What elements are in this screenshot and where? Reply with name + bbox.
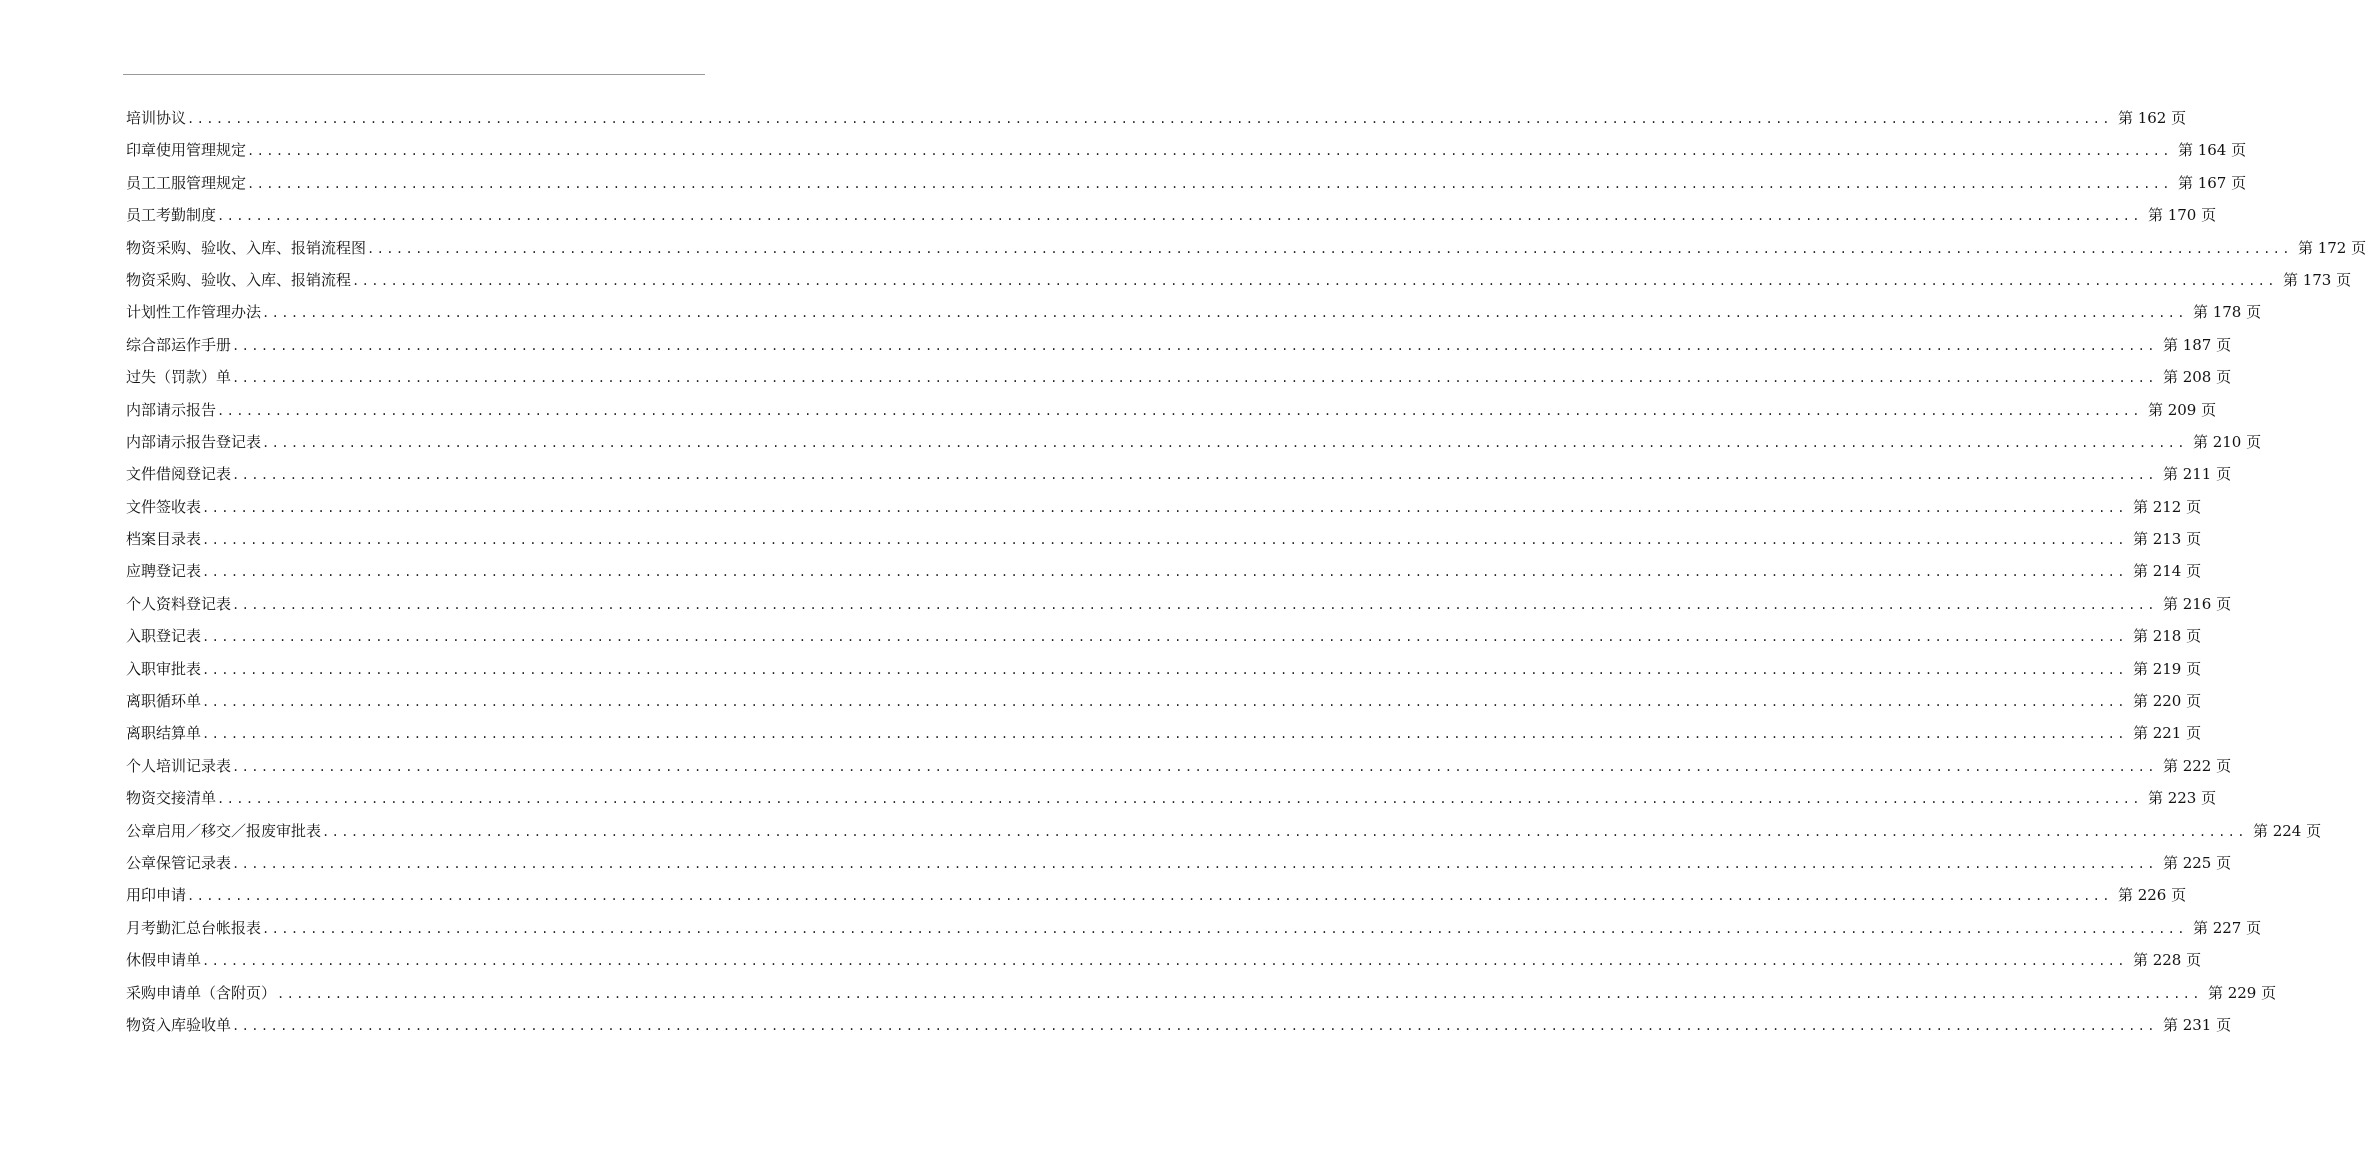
toc-entry-title: 内部请示报告登记表 xyxy=(126,432,262,451)
table-of-contents xyxy=(126,102,2366,1041)
toc-entry[interactable] xyxy=(126,134,2247,166)
toc-dot-leader: ........................................................................................................................................................................................................ xyxy=(202,727,2127,742)
toc-dot-leader: ........................................................................................................................................................................................................ xyxy=(202,630,2127,645)
header-divider xyxy=(123,74,705,75)
toc-entry[interactable] xyxy=(126,653,2202,685)
toc-entry[interactable] xyxy=(126,199,2217,231)
toc-dot-leader: ........................................................................................................................................................................................................ xyxy=(202,500,2127,515)
toc-entry-title: 过失（罚款）单 xyxy=(126,368,232,387)
toc-dot-leader: ........................................................................................................................................................................................................ xyxy=(202,533,2127,548)
toc-entry-title: 员工考勤制度 xyxy=(126,206,217,225)
toc-entry-title: 员工工服管理规定 xyxy=(126,173,247,192)
toc-entry-page-number: 第 212 页 xyxy=(2132,497,2202,516)
toc-dot-leader: ........................................................................................................................................................................................................ xyxy=(232,1018,2157,1033)
toc-entry[interactable] xyxy=(126,620,2202,652)
toc-entry[interactable] xyxy=(126,1009,2232,1041)
toc-entry[interactable] xyxy=(126,458,2232,490)
toc-entry-page-number: 第 209 页 xyxy=(2147,400,2217,419)
toc-entry[interactable] xyxy=(126,555,2202,587)
toc-entry-page-number: 第 228 页 xyxy=(2132,951,2202,970)
toc-entry-title: 个人资料登记表 xyxy=(126,594,232,613)
toc-entry-page-number: 第 218 页 xyxy=(2132,627,2202,646)
toc-entry[interactable] xyxy=(126,879,2187,911)
toc-dot-leader: ........................................................................................................................................................................................................ xyxy=(262,921,2187,936)
toc-dot-leader: ........................................................................................................................................................................................................ xyxy=(217,403,2142,418)
toc-entry-page-number: 第 219 页 xyxy=(2132,659,2202,678)
toc-entry-page-number: 第 224 页 xyxy=(2252,821,2322,840)
toc-entry[interactable] xyxy=(126,264,2352,296)
toc-dot-leader: ........................................................................................................................................................................................................ xyxy=(352,273,2277,288)
toc-entry-page-number: 第 220 页 xyxy=(2132,692,2202,711)
toc-dot-leader: ........................................................................................................................................................................................................ xyxy=(262,306,2187,321)
toc-entry-page-number: 第 226 页 xyxy=(2117,886,2187,905)
toc-entry-title: 文件签收表 xyxy=(126,497,202,516)
toc-dot-leader: ........................................................................................................................................................................................................ xyxy=(202,954,2127,969)
toc-entry-title: 采购申请单（含附页） xyxy=(126,983,277,1002)
toc-entry-title: 物资采购、验收、入库、报销流程 xyxy=(126,270,352,289)
toc-entry-page-number: 第 208 页 xyxy=(2162,368,2232,387)
toc-entry-title: 公章保管记录表 xyxy=(126,853,232,872)
toc-entry-title: 内部请示报告 xyxy=(126,400,217,419)
toc-entry-page-number: 第 214 页 xyxy=(2132,562,2202,581)
toc-entry[interactable] xyxy=(126,167,2247,199)
toc-entry-title: 应聘登记表 xyxy=(126,562,202,581)
toc-entry-title: 公章启用／移交／报废审批表 xyxy=(126,821,322,840)
toc-entry-page-number: 第 178 页 xyxy=(2192,303,2262,322)
toc-entry-title: 物资交接清单 xyxy=(126,789,217,808)
toc-entry-title: 入职审批表 xyxy=(126,659,202,678)
toc-entry-page-number: 第 223 页 xyxy=(2147,789,2217,808)
toc-entry-title: 计划性工作管理办法 xyxy=(126,303,262,322)
toc-entry[interactable] xyxy=(126,523,2202,555)
toc-entry-page-number: 第 225 页 xyxy=(2162,853,2232,872)
toc-entry[interactable] xyxy=(126,944,2202,976)
toc-dot-leader: ........................................................................................................................................................................................................ xyxy=(187,112,2112,126)
toc-entry-title: 文件借阅登记表 xyxy=(126,465,232,484)
toc-entry-title: 离职结算单 xyxy=(126,724,202,743)
toc-entry-title: 物资采购、验收、入库、报销流程图 xyxy=(126,238,367,257)
toc-entry-title: 用印申请 xyxy=(126,886,187,905)
toc-dot-leader: ........................................................................................................................................................................................................ xyxy=(277,986,2202,1001)
toc-entry[interactable] xyxy=(126,847,2232,879)
toc-dot-leader: ........................................................................................................................................................................................................ xyxy=(202,695,2127,710)
toc-entry[interactable] xyxy=(126,815,2322,847)
toc-dot-leader: ........................................................................................................................................................................................................ xyxy=(202,565,2127,580)
toc-entry[interactable] xyxy=(126,296,2262,328)
toc-entry-page-number: 第 229 页 xyxy=(2207,983,2277,1002)
toc-dot-leader: ........................................................................................................................................................................................................ xyxy=(232,856,2157,871)
toc-entry[interactable] xyxy=(126,977,2277,1009)
toc-entry[interactable] xyxy=(126,782,2217,814)
toc-entry-title: 入职登记表 xyxy=(126,627,202,646)
toc-entry-page-number: 第 227 页 xyxy=(2192,918,2262,937)
toc-dot-leader: ........................................................................................................................................................................................................ xyxy=(232,468,2157,483)
toc-entry[interactable] xyxy=(126,912,2262,944)
toc-entry[interactable] xyxy=(126,588,2232,620)
toc-entry[interactable] xyxy=(126,102,2187,134)
toc-entry[interactable] xyxy=(126,361,2232,393)
toc-entry[interactable] xyxy=(126,717,2202,749)
toc-entry-page-number: 第 172 页 xyxy=(2297,238,2366,257)
toc-entry[interactable] xyxy=(126,750,2232,782)
toc-dot-leader: ........................................................................................................................................................................................................ xyxy=(217,792,2142,807)
toc-dot-leader: ........................................................................................................................................................................................................ xyxy=(217,209,2142,224)
toc-entry-page-number: 第 162 页 xyxy=(2117,109,2187,127)
toc-entry[interactable] xyxy=(126,685,2202,717)
toc-dot-leader: ........................................................................................................................................................................................................ xyxy=(262,435,2187,450)
toc-entry-title: 物资入库验收单 xyxy=(126,1015,232,1034)
toc-dot-leader: ........................................................................................................................................................................................................ xyxy=(232,597,2157,612)
toc-entry-page-number: 第 231 页 xyxy=(2162,1015,2232,1034)
toc-entry-page-number: 第 216 页 xyxy=(2162,594,2232,613)
toc-entry[interactable] xyxy=(126,426,2262,458)
toc-entry-page-number: 第 211 页 xyxy=(2162,465,2232,484)
toc-entry[interactable] xyxy=(126,394,2217,426)
toc-dot-leader: ........................................................................................................................................................................................................ xyxy=(247,176,2172,191)
toc-entry-page-number: 第 213 页 xyxy=(2132,530,2202,549)
toc-entry-page-number: 第 221 页 xyxy=(2132,724,2202,743)
toc-dot-leader: ........................................................................................................................................................................................................ xyxy=(247,144,2172,159)
toc-dot-leader: ........................................................................................................................................................................................................ xyxy=(367,241,2292,256)
toc-entry-page-number: 第 187 页 xyxy=(2162,335,2232,354)
toc-entry-page-number: 第 164 页 xyxy=(2177,141,2247,160)
toc-dot-leader: ........................................................................................................................................................................................................ xyxy=(232,371,2157,386)
toc-entry-title: 印章使用管理规定 xyxy=(126,141,247,160)
toc-dot-leader: ........................................................................................................................................................................................................ xyxy=(322,824,2247,839)
toc-entry-title: 离职循环单 xyxy=(126,692,202,711)
toc-entry-page-number: 第 167 页 xyxy=(2177,173,2247,192)
toc-dot-leader: ........................................................................................................................................................................................................ xyxy=(232,759,2157,774)
toc-entry[interactable] xyxy=(126,329,2232,361)
toc-entry-title: 档案目录表 xyxy=(126,530,202,549)
toc-entry-page-number: 第 170 页 xyxy=(2147,206,2217,225)
toc-entry-page-number: 第 222 页 xyxy=(2162,756,2232,775)
toc-dot-leader: ........................................................................................................................................................................................................ xyxy=(232,338,2157,353)
toc-dot-leader: ........................................................................................................................................................................................................ xyxy=(187,889,2112,904)
toc-entry-title: 个人培训记录表 xyxy=(126,756,232,775)
toc-dot-leader: ........................................................................................................................................................................................................ xyxy=(202,662,2127,677)
toc-entry-title: 培训协议 xyxy=(126,109,187,127)
toc-entry-page-number: 第 210 页 xyxy=(2192,432,2262,451)
toc-entry-page-number: 第 173 页 xyxy=(2282,270,2352,289)
toc-entry[interactable] xyxy=(126,232,2366,264)
toc-entry-title: 综合部运作手册 xyxy=(126,335,232,354)
toc-entry[interactable] xyxy=(126,491,2202,523)
toc-entry-title: 月考勤汇总台帐报表 xyxy=(126,918,262,937)
toc-entry-title: 休假申请单 xyxy=(126,951,202,970)
